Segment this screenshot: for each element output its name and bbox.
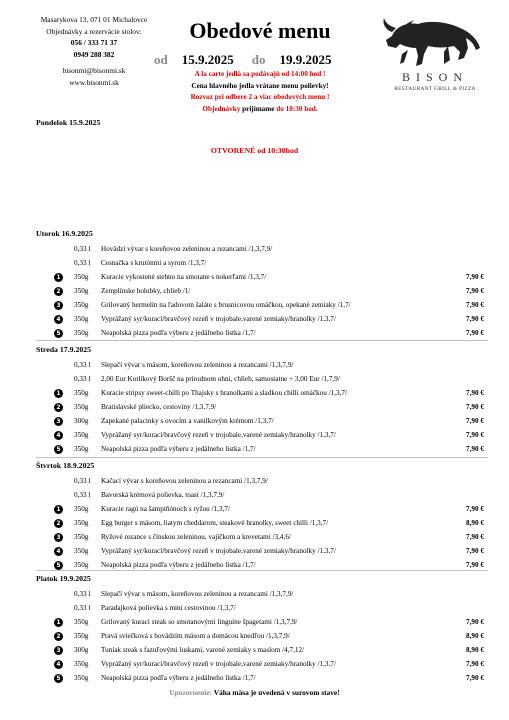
portion-size: 350g (74, 632, 89, 640)
dish-name: Vyprážaný syr/kurací/bravčový rezeň v trojobale,varené zemiaky/hranolky /1,3,7/ (101, 660, 336, 668)
notice-delivery: Rozvoz pri odbere 2 a viac obedových menu ! (190, 93, 330, 101)
dish-price: 7,90 € (466, 445, 484, 453)
main-dish-row (36, 414, 488, 428)
dish-price: 7,90 € (466, 287, 484, 295)
soup-row (36, 601, 488, 615)
soup-row (36, 474, 488, 488)
dish-price: 7,90 € (466, 301, 484, 309)
page-title: Obedové menu (189, 18, 331, 43)
portion-size: 300g (74, 646, 89, 654)
notice-orders-c: do 10:30 hod. (276, 104, 318, 113)
dish-name: Slepačí vývar s mäsom, koreňovou zeleninou a rezancami /1,3,7,9/ (101, 361, 294, 369)
dish-price: 7,90 € (466, 431, 484, 439)
main-dish-row (36, 400, 488, 414)
dish-number-badge: 2 (54, 632, 63, 641)
dish-name: Grilovaný hermelín na ľadovom šaláte s brusnicovou omáčkou, opekané zemiaky /1,7/ (101, 301, 351, 309)
dish-name: Bratislavské pliecko, cestoviny /1,3,7,9/ (101, 403, 217, 411)
dish-price: 7,90 € (466, 674, 484, 682)
portion-size: 0,33 l (74, 477, 91, 485)
main-dish-row (36, 643, 488, 657)
do-label: do (251, 52, 266, 67)
dish-name: Grilovaný kurací steak so smotanovými linguine špagetami /1,3,7,9/ (101, 618, 298, 626)
portion-size: 300g (74, 417, 89, 425)
dish-name: Neapolská pizza podľa výberu z jedálneho lístka /1,7/ (101, 329, 256, 337)
dish-name: Neapolská pizza podľa výberu z jedálneho lístka /1,7/ (101, 561, 256, 569)
dish-number-badge: 3 (54, 646, 63, 655)
dish-price: 7,90 € (466, 561, 484, 569)
dish-price: 7,90 € (466, 273, 484, 281)
main-dish-row (36, 558, 488, 572)
dish-name: Neapolská pizza podľa výberu z jedálneho lístka /1,7/ (101, 674, 256, 682)
date-from: 15.9.2025 (181, 52, 234, 67)
dish-number-badge: 5 (54, 445, 63, 454)
dish-name: Tuniak steak s fazuľovými luskami, varené zemiaky s maslom /4,7,12/ (101, 646, 305, 654)
soup-row (36, 358, 488, 372)
notice-price: Cena hlavného jedla vrátane menu polievky! (191, 81, 329, 90)
dish-name: Kuracie ragú na šampiňónoch s ryžou /1,3,7/ (101, 505, 230, 513)
dish-name: Paradajková polievka s mini cestovinou /1,3,7/ (101, 604, 236, 612)
main-dish-row (36, 629, 488, 643)
main-dish-row (36, 428, 488, 442)
date-to: 19.9.2025 (279, 52, 332, 67)
main-dish-row (36, 516, 488, 530)
main-dish-row (36, 442, 488, 456)
dish-number-badge: 3 (54, 301, 63, 310)
dish-name: Kačací vývar s koreňovou zeleninou a rezancami /1,3,7,9/ (101, 477, 268, 485)
day-title: Piatok 19.9.2025 (36, 574, 91, 583)
dish-name: Kuracie vykostené stehno na smotane s nokerľami /1,3,7/ (101, 273, 267, 281)
dish-price: 7,90 € (466, 329, 484, 337)
dish-number-badge: 2 (54, 287, 63, 296)
portion-size: 0,33 l (74, 491, 91, 499)
divider (36, 457, 488, 458)
portion-size: 0,33 l (74, 245, 91, 253)
portion-size: 350g (74, 389, 89, 397)
dish-number-badge: 1 (54, 273, 63, 282)
dish-name: Vyprážaný syr/kurací/bravčový rezeň v trojobale,varené zemiaky/hranolky /1,3,7/ (101, 431, 336, 439)
main-dish-row (36, 312, 488, 326)
dish-number-badge: 4 (54, 315, 63, 324)
portion-size: 350g (74, 315, 89, 323)
dish-price: 7,90 € (466, 547, 484, 555)
main-dish-row (36, 671, 488, 685)
dish-number-badge: 3 (54, 533, 63, 542)
portion-size: 350g (74, 403, 89, 411)
dish-number-badge: 5 (54, 561, 63, 570)
dish-number-badge: 2 (54, 403, 63, 412)
phone-2: 0949 288 382 (73, 49, 115, 59)
portion-size: 350g (74, 547, 89, 555)
logo-subtitle: RESTAURANT GRILL & PIZZA (394, 86, 476, 92)
dish-name: Zapekané palacinky s ovocím a vanilkovým krémom /1,3,7/ (101, 417, 274, 425)
dish-name: Pravá sviečková s hovädzím mäsom a domácou knedľou /1,3,7,9/ (101, 632, 290, 640)
notice-alacarte: A la carte jedlá sa podávajú od 14:00 hod ! (194, 70, 326, 78)
soup-row (36, 256, 488, 270)
portion-size: 350g (74, 519, 89, 527)
day-title: Streda 17.9.2025 (36, 345, 92, 354)
dish-price: 7,90 € (466, 618, 484, 626)
od-label: od (154, 52, 168, 67)
dish-price: 7,90 € (466, 315, 484, 323)
dish-price: 7,90 € (466, 389, 484, 397)
date-range (154, 52, 374, 68)
notice-block (150, 69, 370, 115)
dish-name: Egg burger s mäsom, liatym cheddarom, steakové hranolky, sweet chilli /1,3,7/ (101, 519, 329, 527)
notice-orders-b: prijímame (242, 104, 275, 113)
soup-row (36, 242, 488, 256)
dish-name: Vyprážaný syr/kurací/bravčový rezeň v trojobale,varené zemiaky/hranolky /1,3,7/ (101, 315, 336, 323)
dish-name: Cesnačka s krutónmi a syrom /1,3,7/ (101, 259, 207, 267)
dish-name: Kuracie stripsy sweet-chilli po Thajsky s hranolkami a sladkou chilli omáčkou /1,3,7/ (101, 389, 347, 397)
dish-name: Neapolská pizza podľa výberu z jedálneho lístka /1,7/ (101, 445, 256, 453)
portion-size: 350g (74, 301, 89, 309)
dish-number-badge: 5 (54, 329, 63, 338)
dish-number-badge: 4 (54, 547, 63, 556)
portion-size: 350g (74, 287, 89, 295)
dish-number-badge: 4 (54, 431, 63, 440)
portion-size: 350g (74, 273, 89, 281)
portion-size: 0,33 l (74, 590, 91, 598)
day-title: Utorok 16.9.2025 (36, 229, 93, 238)
dish-name: 2,00 Eur Kotlíkový Boršč na prírodnom ohni, chlieb, samostatne + 3,00 Eur /1,7,9/ (101, 375, 340, 383)
main-dish-row (36, 530, 488, 544)
main-dish-row (36, 298, 488, 312)
dish-number-badge: 1 (54, 389, 63, 398)
soup-row (36, 587, 488, 601)
soup-row (36, 488, 488, 502)
dish-number-badge: 1 (54, 618, 63, 627)
portion-size: 350g (74, 618, 89, 626)
dish-name: Bavorská krémová polievka, toast /1,3,7,9/ (101, 491, 225, 499)
portion-size: 0,33 l (74, 604, 91, 612)
portion-size: 350g (74, 445, 89, 453)
logo-name: BISON (401, 70, 468, 84)
portion-size: 0,33 l (74, 259, 91, 267)
divider (36, 340, 488, 341)
email-link[interactable]: bisonmi@bisonmi.sk (62, 66, 126, 75)
bison-logo (378, 14, 492, 104)
soup-row (36, 372, 488, 386)
dish-number-badge: 1 (54, 505, 63, 514)
dish-price: 8,90 € (466, 632, 484, 640)
footer-text: Váha mäsa je uvedená v surovom stave! (213, 688, 340, 697)
dish-price: 7,90 € (466, 505, 484, 513)
phone-1: 056 / 333 71 37 (70, 38, 118, 47)
monday-title: Pondelok 15.9.2025 (36, 118, 101, 127)
dish-price: 7,90 € (466, 403, 484, 411)
dish-name: Slepačí vývar s mäsom, koreňovou zeleninou a rezancami /1,3,7,9/ (101, 590, 294, 598)
portion-size: 350g (74, 431, 89, 439)
orders-label: Objednávky a rezervácie stolov: (46, 26, 142, 36)
portion-size: 0,33 l (74, 375, 91, 383)
dish-price: 8,90 € (466, 646, 484, 654)
main-dish-row (36, 386, 488, 400)
portion-size: 350g (74, 660, 89, 668)
website-link[interactable]: www.bisonmi.sk (69, 77, 119, 87)
contact-block (20, 14, 168, 88)
bull-icon (378, 14, 492, 72)
main-dish-row (36, 270, 488, 284)
dish-price: 7,90 € (466, 533, 484, 541)
main-dish-row (36, 502, 488, 516)
notice-orders (150, 104, 370, 116)
dish-number-badge: 3 (54, 417, 63, 426)
main-dish-row (36, 657, 488, 671)
dish-name: Hovädzí vývar s koreňovou zeleninou a rezancami /1,3,7,9/ (101, 245, 273, 253)
main-dish-row (36, 615, 488, 629)
monday-status: OTVORENÉ od 10:30hod (210, 146, 299, 155)
dish-name: Vyprážaný syr/kurací/bravčový rezeň v trojobale,varené zemiaky/hranolky /1,3,7/ (101, 547, 336, 555)
footer-note (0, 688, 509, 697)
main-dish-row (36, 284, 488, 298)
portion-size: 350g (74, 329, 89, 337)
dish-number-badge: 2 (54, 519, 63, 528)
main-dish-row (36, 544, 488, 558)
dish-price: 7,90 € (466, 660, 484, 668)
dish-name: Zemplínske holubky, chlieb /1/ (101, 287, 191, 295)
portion-size: 350g (74, 561, 89, 569)
main-dish-row (36, 326, 488, 340)
portion-size: 350g (74, 505, 89, 513)
dish-price: 8,90 € (466, 519, 484, 527)
dish-name: Ryžové rezance s čínskou zeleninou, vajíčkom a krevetami /3,4,6/ (101, 533, 291, 541)
portion-size: 350g (74, 533, 89, 541)
notice-orders-a: Objednávky (202, 104, 241, 113)
portion-size: 350g (74, 674, 89, 682)
portion-size: 0,33 l (74, 361, 91, 369)
dish-number-badge: 5 (54, 674, 63, 683)
dish-number-badge: 4 (54, 660, 63, 669)
day-title: Štvrtok 18.9.2025 (36, 461, 95, 470)
footer-label: Upozornenie: (169, 688, 213, 697)
address: Masarykova 13, 071 01 Michalovce (40, 15, 148, 24)
dish-price: 7,90 € (466, 417, 484, 425)
